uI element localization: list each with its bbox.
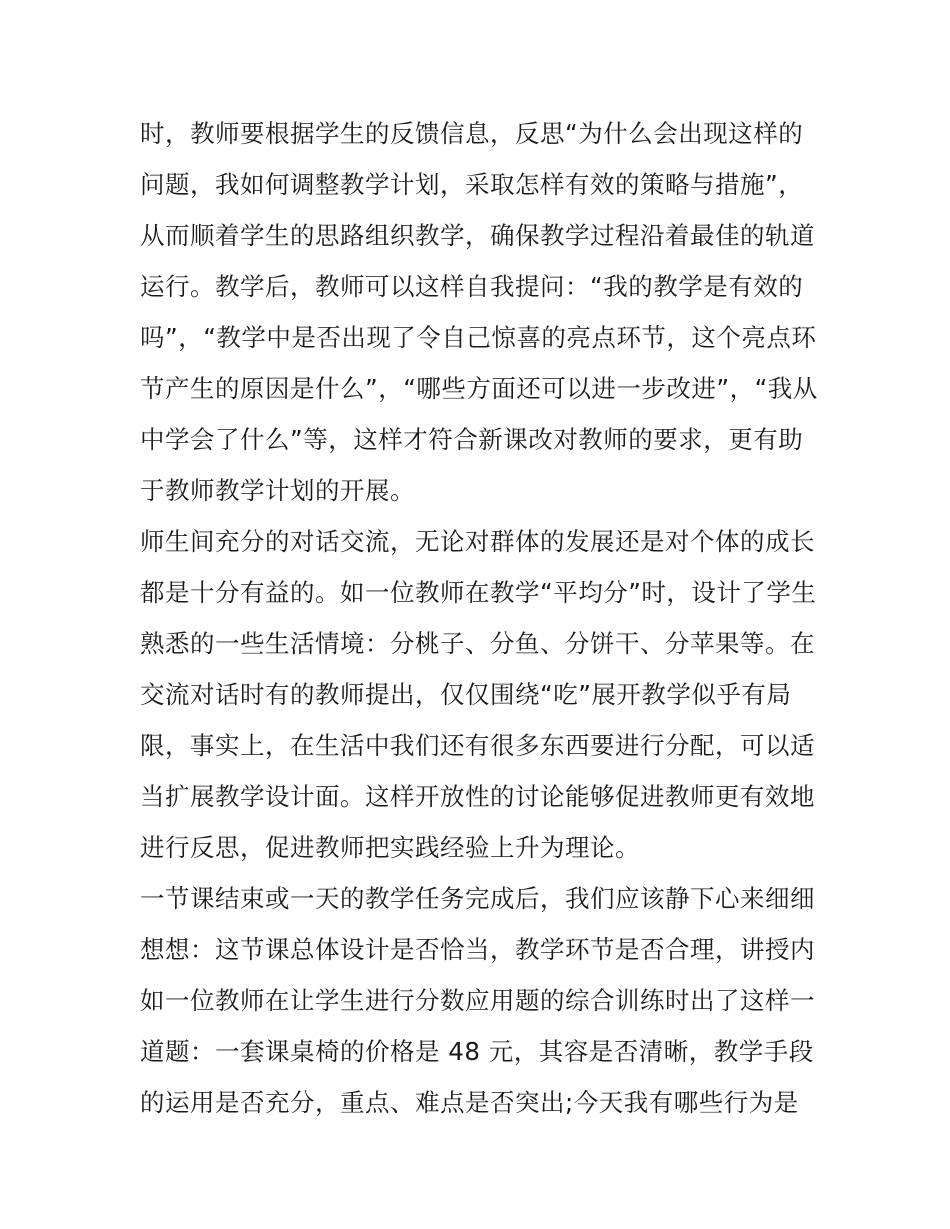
text-line: 熟悉的一些生活情境：分桃子、分鱼、分饼干、分苹果等。在 <box>140 629 815 658</box>
text-line: 都是十分有益的。如一位教师在教学“平均分”时，设计了学生 <box>140 578 817 607</box>
text-line: 中学会了什么”等，这样才符合新课改对教师的要求，更有助 <box>140 425 804 454</box>
text-line: 限，事实上，在生活中我们还有很多东西要进行分配，可以适 <box>140 731 815 760</box>
text-line: 想想：这节课总体设计是否恰当，教学环节是否合理，讲授内 <box>140 935 815 964</box>
text-line: 师生间充分的对话交流，无论对群体的发展还是对个体的成长 <box>140 527 815 556</box>
text-line: 问题，我如何调整教学计划，采取怎样有效的策略与措施”， <box>140 170 804 199</box>
text-line: 从而顺着学生的思路组织教学，确保教学过程沿着最佳的轨道 <box>140 221 815 250</box>
body-text <box>140 108 820 1128</box>
text-line: 的运用是否充分，重点、难点是否突出;今天我有哪些行为是 <box>140 1088 799 1117</box>
text-line: 节产生的原因是什么”，“哪些方面还可以进一步改进”，“我从 <box>140 374 818 403</box>
text-line: 运行。教学后，教师可以这样自我提问：“我的教学是有效的 <box>140 272 804 301</box>
text-line: 于教师教学计划的开展。 <box>140 476 415 505</box>
text-line: 道题：一套课桌椅的价格是 48 元，其容是否清晰，教学手段 <box>140 1037 814 1066</box>
text-line: 如一位教师在让学生进行分数应用题的综合训练时出了这样一 <box>140 986 815 1015</box>
text-line: 一节课结束或一天的教学任务完成后，我们应该静下心来细细 <box>140 884 815 913</box>
text-line: 时，教师要根据学生的反馈信息，反思“为什么会出现这样的 <box>140 119 804 148</box>
text-line: 吗”，“教学中是否出现了令自己惊喜的亮点环节，这个亮点环 <box>140 323 817 352</box>
text-line: 进行反思，促进教师把实践经验上升为理论。 <box>140 833 640 862</box>
text-line: 当扩展教学设计面。这样开放性的讨论能够促进教师更有效地 <box>140 782 815 811</box>
text-line: 交流对话时有的教师提出，仅仅围绕“吃”展开教学似乎有局 <box>140 680 792 709</box>
